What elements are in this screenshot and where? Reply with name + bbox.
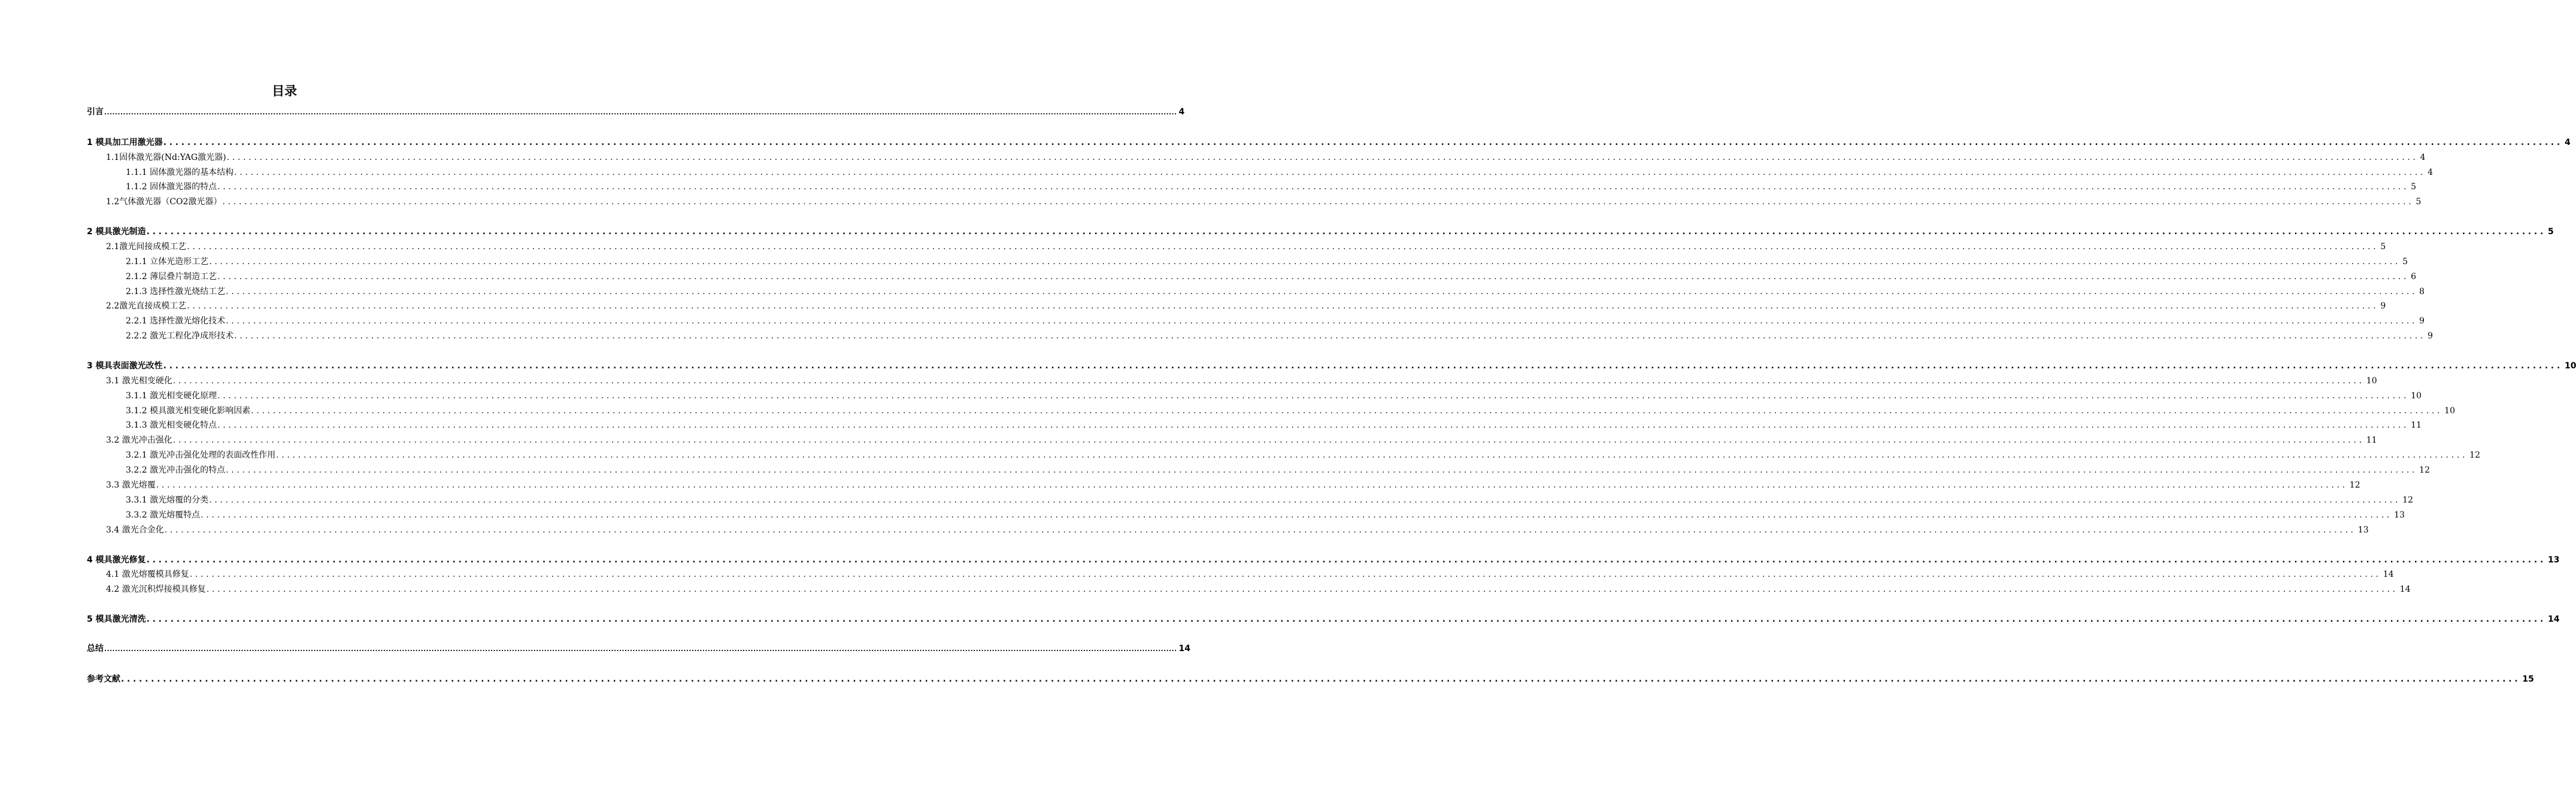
toc-entry-page-number: 12	[2402, 495, 2413, 505]
toc-entry-page-number: 9	[2419, 316, 2425, 326]
toc-entry-page-number: 11	[2366, 435, 2377, 445]
toc-entry-label: 1.1.1 固体激光器的基本结构	[126, 168, 234, 177]
dot-leader: ................................................................................................................................................................................................................................................................................................................................................................................................................	[217, 182, 2410, 192]
toc-entry[interactable]	[106, 375, 2377, 387]
toc-entry[interactable]	[87, 613, 2560, 625]
toc-entry-label: 2 模具激光制造	[87, 227, 146, 237]
toc-entry-label: 4.2 激光沉积焊接模具修复	[106, 585, 206, 594]
dot-leader: ................................................................................................................................................................................................................................................................................................................................................................................................................	[217, 391, 2410, 401]
toc-entry[interactable]	[106, 479, 2360, 491]
toc-entry[interactable]	[87, 137, 2571, 149]
toc-entry-label: 4 模具激光修复	[87, 555, 146, 565]
toc-entry[interactable]	[126, 449, 2480, 461]
toc-entry-label: 3.3.1 激光熔覆的分类	[126, 495, 209, 505]
toc-entry[interactable]	[106, 583, 2411, 595]
toc-entry-page-number: 14	[2547, 615, 2560, 624]
toc-title: 目录	[272, 84, 297, 98]
toc-entry-label: 3.3.2 激光熔覆特点	[126, 510, 201, 520]
toc-entry-page-number: 12	[2349, 480, 2360, 490]
toc-entry-page-number: 10	[2564, 361, 2576, 371]
toc-entry[interactable]	[106, 196, 2422, 208]
toc-entry-page-number: 4	[2427, 168, 2433, 177]
toc-entry-page-number: 9	[2380, 301, 2386, 311]
toc-entry-label: 总结	[87, 644, 104, 653]
toc-entry-label: 3 模具表面激光改性	[87, 361, 163, 371]
toc-entry[interactable]	[126, 419, 2422, 431]
toc-entry-label: 引言	[87, 107, 104, 117]
toc-entry[interactable]	[106, 524, 2369, 536]
dot-leader: ................................................................................................................................................................................................................................................................................................................................................................................................................	[146, 615, 2546, 624]
toc-entry-page-number: 12	[2469, 450, 2480, 460]
toc-entry-page-number: 12	[2419, 465, 2430, 475]
toc-entry-page-number: 8	[2419, 287, 2425, 296]
dot-leader: ................................................................................................................................................................................................................................................................................................................................................................................................................	[163, 361, 2563, 371]
toc-entry-page-number: 4	[1178, 107, 1185, 117]
toc-entry[interactable]	[126, 330, 2433, 342]
toc-entry-label: 3.1.2 模具激光相变硬化影响因素	[126, 406, 251, 416]
dot-leader: ................................................................................................................................................................................................................................................................................................................................................................................................................	[172, 435, 2365, 445]
toc-entry-label: 2.2.1 选择性激光熔化技术	[126, 316, 226, 326]
dot-leader: ................................................................................................................................................................................................................................................................................................................................................................................................................	[226, 465, 2418, 475]
toc-entry[interactable]	[106, 434, 2377, 446]
toc-entry[interactable]	[126, 167, 2433, 178]
dot-leader: ................................................................................................................................................................................................................................................................................................................................................................................................................	[121, 674, 2521, 684]
toc-entry-label: 1 模具加工用激光器	[87, 138, 163, 147]
toc-entry-label: 参考文献	[87, 674, 120, 684]
dot-leader: ................................................................................................................................................................................................................................................................................................................................................................................................................	[146, 227, 2546, 237]
toc-entry-page-number: 13	[2547, 555, 2560, 565]
toc-entry-page-number: 5	[2402, 257, 2408, 267]
dot-leader: ................................................................................................................................................................................................................................................................................................................................................................................................................	[217, 420, 2410, 430]
toc-entry[interactable]	[106, 300, 2386, 312]
toc-entry[interactable]	[126, 286, 2425, 298]
toc-entry-label: 2.1激光间接成模工艺	[106, 242, 187, 252]
dot-leader: ................................................................................................................................................................................................................................................................................................................................................................................................................	[187, 242, 2379, 252]
dot-leader: ................................................................................................................................................................................................................................................................................................................................................................................................................	[156, 480, 2348, 490]
dot-leader: ................................................................................................................................................................................................................................................................................................................................................................................................................	[234, 168, 2426, 177]
toc-entry-label: 5 模具激光清洗	[87, 615, 146, 624]
dot-leader: ................................................................................................................................................................................................................................................................................................................................................................................................................	[276, 450, 2468, 460]
dot-leader: ................................................................................................................................................................................................................................................................................................................................................................................................................	[164, 525, 2356, 535]
toc-entry[interactable]	[126, 509, 2405, 521]
dot-leader: ................................................................................................................................................................................................................................................................................................................................................................................................................	[251, 406, 2443, 416]
toc-entry-page-number: 10	[2366, 376, 2377, 386]
toc-entry-page-number: 5	[2547, 227, 2554, 237]
dot-leader: ................................................................................................................................................................................................................................................................................................................................................................................................................	[163, 138, 2563, 147]
dot-leader: ................................................................................................................................................................................................................................................................................................................................................................................................................	[226, 153, 2419, 162]
dot-leader: ................................................................................................................................................................................................................................................................................................................................................................................................................	[217, 272, 2410, 282]
toc-entry[interactable]	[87, 106, 1185, 118]
toc-entry-label: 3.1 激光相变硬化	[106, 376, 172, 386]
toc-entry[interactable]	[106, 241, 2386, 253]
toc-entry[interactable]	[106, 152, 2426, 164]
dot-leader: ................................................................................................................................................................................................................................................................................................................................................................................................................	[189, 570, 2381, 579]
toc-entry[interactable]	[87, 554, 2560, 566]
toc-entry-page-number: 4	[2420, 153, 2426, 162]
toc-entry-page-number: 14	[2383, 570, 2394, 579]
toc-entry[interactable]	[87, 360, 2576, 372]
toc-entry-page-number: 9	[2427, 331, 2433, 341]
toc-entry-label: 1.1.2 固体激光器的特点	[126, 182, 217, 192]
dot-leader: ................................................................................................................................................................................................................................................................................................................................................................................................................	[222, 197, 2414, 207]
toc-entry-label: 3.2 激光冲击强化	[106, 435, 172, 445]
toc-entry[interactable]	[126, 315, 2425, 327]
toc-entry-page-number: 5	[2411, 182, 2417, 192]
toc-entry-label: 3.2.2 激光冲击强化的特点	[126, 465, 226, 475]
toc-entry-label: 2.1.2 薄层叠片制造工艺	[126, 272, 217, 282]
dot-leader: ................................................................................................................................................................................................................................................................................................................................................................................................................	[201, 510, 2393, 520]
toc-entry[interactable]	[126, 390, 2422, 402]
dot-leader: ................................................................................................................................................................................................................................................................................................................................................................................................................	[234, 331, 2426, 341]
toc-entry[interactable]	[126, 494, 2413, 506]
toc-entry-page-number: 5	[2416, 197, 2422, 207]
toc-entry-label: 1.1固体激光器(Nd:YAG激光器)	[106, 153, 226, 162]
dot-leader: ................................................................................................................................................................................................................................................................................................................................................................................................................	[104, 645, 1177, 653]
toc-entry[interactable]	[87, 226, 2554, 238]
toc-entry-label: 3.1.1 激光相变硬化原理	[126, 391, 217, 401]
toc-entry-label: 3.4 激光合金化	[106, 525, 164, 535]
dot-leader: ................................................................................................................................................................................................................................................................................................................................................................................................................	[206, 585, 2398, 594]
toc-entry-label: 2.2激光直接成模工艺	[106, 301, 187, 311]
toc-entry-label: 1.2气体激光器（CO2激光器）	[106, 197, 222, 207]
toc-entry-page-number: 14	[1178, 644, 1190, 653]
toc-entry[interactable]	[126, 405, 2455, 417]
dot-leader: ................................................................................................................................................................................................................................................................................................................................................................................................................	[209, 257, 2401, 267]
dot-leader: ................................................................................................................................................................................................................................................................................................................................................................................................................	[146, 555, 2546, 565]
toc-entry-page-number: 15	[2522, 674, 2534, 684]
toc-entry[interactable]	[126, 464, 2430, 476]
toc-entry-page-number: 14	[2399, 585, 2411, 594]
toc-entry-label: 3.3 激光熔覆	[106, 480, 156, 490]
toc-entry-label: 2.1.3 选择性激光烧结工艺	[126, 287, 226, 296]
toc-entry-page-number: 5	[2380, 242, 2386, 252]
toc-entry[interactable]	[126, 181, 2417, 193]
toc-entry-page-number: 4	[2564, 138, 2571, 147]
toc-entry-label: 4.1 激光熔覆模具修复	[106, 570, 189, 579]
toc-entry-page-number: 13	[2394, 510, 2405, 520]
toc-entry[interactable]	[126, 271, 2417, 283]
toc-entry-label: 2.1.1 立体光造形工艺	[126, 257, 209, 267]
dot-leader: ................................................................................................................................................................................................................................................................................................................................................................................................................	[209, 495, 2401, 505]
dot-leader: ................................................................................................................................................................................................................................................................................................................................................................................................................	[172, 376, 2365, 386]
toc-entry[interactable]	[126, 256, 2408, 268]
dot-leader: ................................................................................................................................................................................................................................................................................................................................................................................................................	[226, 316, 2418, 326]
toc-entry-label: 2.2.2 激光工程化净成形技术	[126, 331, 234, 341]
toc-entry-label: 3.1.3 激光相变硬化特点	[126, 420, 217, 430]
toc-entry-page-number: 10	[2411, 391, 2422, 401]
toc-entry-label: 3.2.1 激光冲击强化处理的表面改性作用	[126, 450, 276, 460]
toc-entry-page-number: 10	[2444, 406, 2455, 416]
toc-entry[interactable]	[106, 568, 2394, 580]
toc-entry[interactable]	[87, 673, 2534, 685]
toc-entry[interactable]	[87, 643, 1190, 655]
toc-entry-page-number: 13	[2357, 525, 2369, 535]
dot-leader: ................................................................................................................................................................................................................................................................................................................................................................................................................	[187, 301, 2379, 311]
dot-leader: ................................................................................................................................................................................................................................................................................................................................................................................................................	[226, 287, 2418, 296]
toc-entry-page-number: 11	[2411, 420, 2422, 430]
dot-leader: ................................................................................................................................................................................................................................................................................................................................................................................................................	[104, 108, 1177, 116]
toc-entry-page-number: 6	[2411, 272, 2417, 282]
